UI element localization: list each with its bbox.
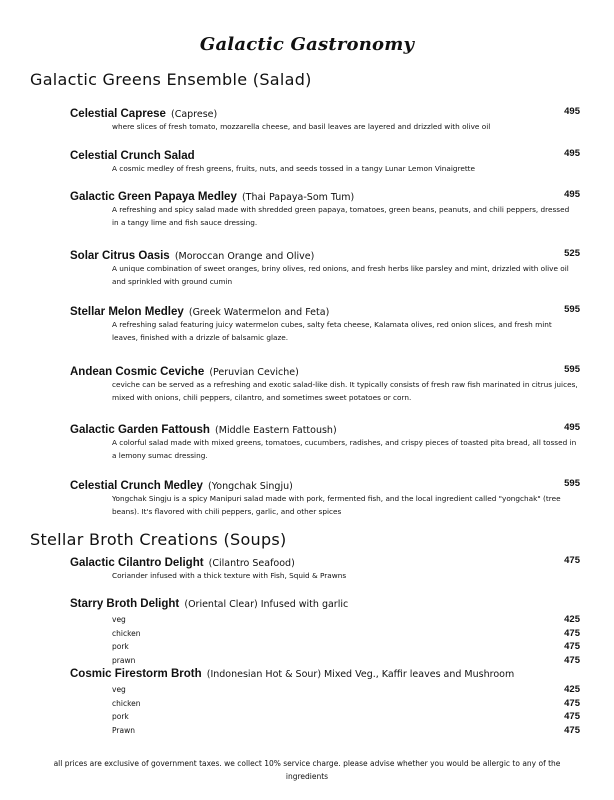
menu-item xyxy=(70,246,580,288)
item-price: 495 xyxy=(564,189,580,200)
item-subtitle: (Yongchak Singju) xyxy=(208,481,293,492)
menu-item xyxy=(70,302,580,344)
variant-row xyxy=(112,697,580,711)
item-name: Galactic Green Papaya Medley xyxy=(70,191,237,203)
variant-price: 425 xyxy=(564,614,580,625)
menu-item xyxy=(70,362,580,404)
item-description: Coriander infused with a thick texture with Fish, Squid & Prawns xyxy=(112,571,347,580)
variant-row xyxy=(112,627,580,641)
item-subtitle: (Oriental Clear) Infused with garlic xyxy=(184,599,349,610)
variant-label: veg xyxy=(112,685,126,694)
menu-item xyxy=(70,420,580,462)
item-subtitle: (Thai Papaya-Som Tum) xyxy=(241,192,355,203)
variant-label: pork xyxy=(112,712,129,721)
item-price: 595 xyxy=(564,304,580,315)
item-price: 595 xyxy=(564,364,580,375)
item-price: 595 xyxy=(564,478,580,489)
variant-row xyxy=(112,724,580,738)
item-description: A refreshing and spicy salad made with shredded green papaya, tomatoes, green beans, peanuts, and chili peppers, dressed in a tangy lime and fish sauce dressing. xyxy=(112,205,570,227)
item-name: Celestial Crunch Salad xyxy=(70,150,195,162)
section-heading-soups: Stellar Broth Creations (Soups) xyxy=(30,530,287,549)
variant-row xyxy=(112,683,580,697)
variant-price: 475 xyxy=(564,724,580,736)
item-subtitle: (Caprese) xyxy=(170,109,218,120)
item-subtitle: (Cilantro Seafood) xyxy=(208,558,295,569)
item-price: 495 xyxy=(564,106,580,117)
item-price: 495 xyxy=(564,422,580,433)
item-description: Yongchak Singju is a spicy Manipuri salad made with pork, fermented fish, and the local ingredient called "yongchak" (tree beans). It's flavored with chili peppers, garlic, and other spices xyxy=(112,494,561,516)
item-price: 495 xyxy=(564,148,580,159)
variant-label: chicken xyxy=(112,628,141,638)
variant-label: prawn xyxy=(112,655,136,665)
item-subtitle: (Middle Eastern Fattoush) xyxy=(215,425,337,436)
item-description: A unique combination of sweet oranges, briny olives, red onions, and fresh herbs like parsley and mint, drizzled with olive oil and sprinkled with ground cumin xyxy=(112,264,569,286)
variant-label: veg xyxy=(112,615,126,624)
item-name: Solar Citrus Oasis xyxy=(70,250,170,262)
variant-row xyxy=(112,613,580,627)
footer-note: all prices are exclusive of government taxes. we collect 10% service charge. please advise whether you would be allergic to any of the ingredients xyxy=(53,759,561,781)
item-description: A colorful salad made with mixed greens, tomatoes, cucumbers, radishes, and crispy pieces of toasted pita bread, all tossed in a lemony sumac dressing. xyxy=(112,438,577,460)
variant-price: 425 xyxy=(564,684,580,695)
variant-label: Prawn xyxy=(112,725,135,735)
variant-price: 475 xyxy=(564,627,580,639)
item-name: Andean Cosmic Ceviche xyxy=(70,366,205,378)
variant-price: 475 xyxy=(564,697,580,709)
menu-item xyxy=(70,476,580,518)
item-name: Celestial Caprese xyxy=(70,108,166,120)
item-name: Galactic Cilantro Delight xyxy=(70,557,204,569)
variant-row xyxy=(112,710,580,724)
variant-price: 475 xyxy=(564,711,580,722)
item-subtitle: (Moroccan Orange and Olive) xyxy=(174,251,315,262)
item-name: Galactic Garden Fattoush xyxy=(70,424,210,436)
menu-item xyxy=(70,146,580,176)
item-subtitle: (Indonesian Hot & Sour) Mixed Veg., Kaffir leaves and Mushroom xyxy=(206,669,515,680)
menu-item xyxy=(70,594,580,667)
section-heading-salad: Galactic Greens Ensemble (Salad) xyxy=(30,70,312,89)
item-name: Starry Broth Delight xyxy=(70,598,180,610)
variant-price: 475 xyxy=(564,654,580,666)
menu-item xyxy=(70,553,580,583)
menu-item xyxy=(70,187,580,229)
item-description: A refreshing salad featuring juicy watermelon cubes, salty feta cheese, Kalamata olives, red onion slices, and fresh mint leaves, finished with a drizzle of balsamic glaze. xyxy=(112,320,552,342)
variant-label: chicken xyxy=(112,698,141,708)
item-description: A cosmic medley of fresh greens, fruits, nuts, and seeds tossed in a tangy Lunar Lemon Vinaigrette xyxy=(112,164,476,173)
variant-list xyxy=(112,683,580,737)
variant-list xyxy=(112,613,580,667)
item-name: Celestial Crunch Medley xyxy=(70,480,203,492)
item-description: ceviche can be served as a refreshing and exotic salad-like dish. It typically consists of fresh raw fish marinated in citrus juices, mixed with onions, chili peppers, cilantro, and sometimes sweet potatoes or corn. xyxy=(112,380,578,402)
variant-price: 475 xyxy=(564,641,580,652)
item-price: 475 xyxy=(564,555,580,566)
menu-title: Galactic Gastronomy xyxy=(199,34,415,55)
item-name: Cosmic Firestorm Broth xyxy=(70,668,202,680)
variant-label: pork xyxy=(112,642,129,651)
item-name: Stellar Melon Medley xyxy=(70,306,184,318)
item-description: where slices of fresh tomato, mozzarella cheese, and basil leaves are layered and drizzled with olive oil xyxy=(112,122,491,131)
menu-item xyxy=(70,104,580,134)
menu-item xyxy=(70,664,580,737)
item-subtitle: (Peruvian Ceviche) xyxy=(209,367,299,378)
variant-row xyxy=(112,640,580,654)
item-price: 525 xyxy=(564,248,580,259)
item-subtitle: (Greek Watermelon and Feta) xyxy=(188,307,330,318)
